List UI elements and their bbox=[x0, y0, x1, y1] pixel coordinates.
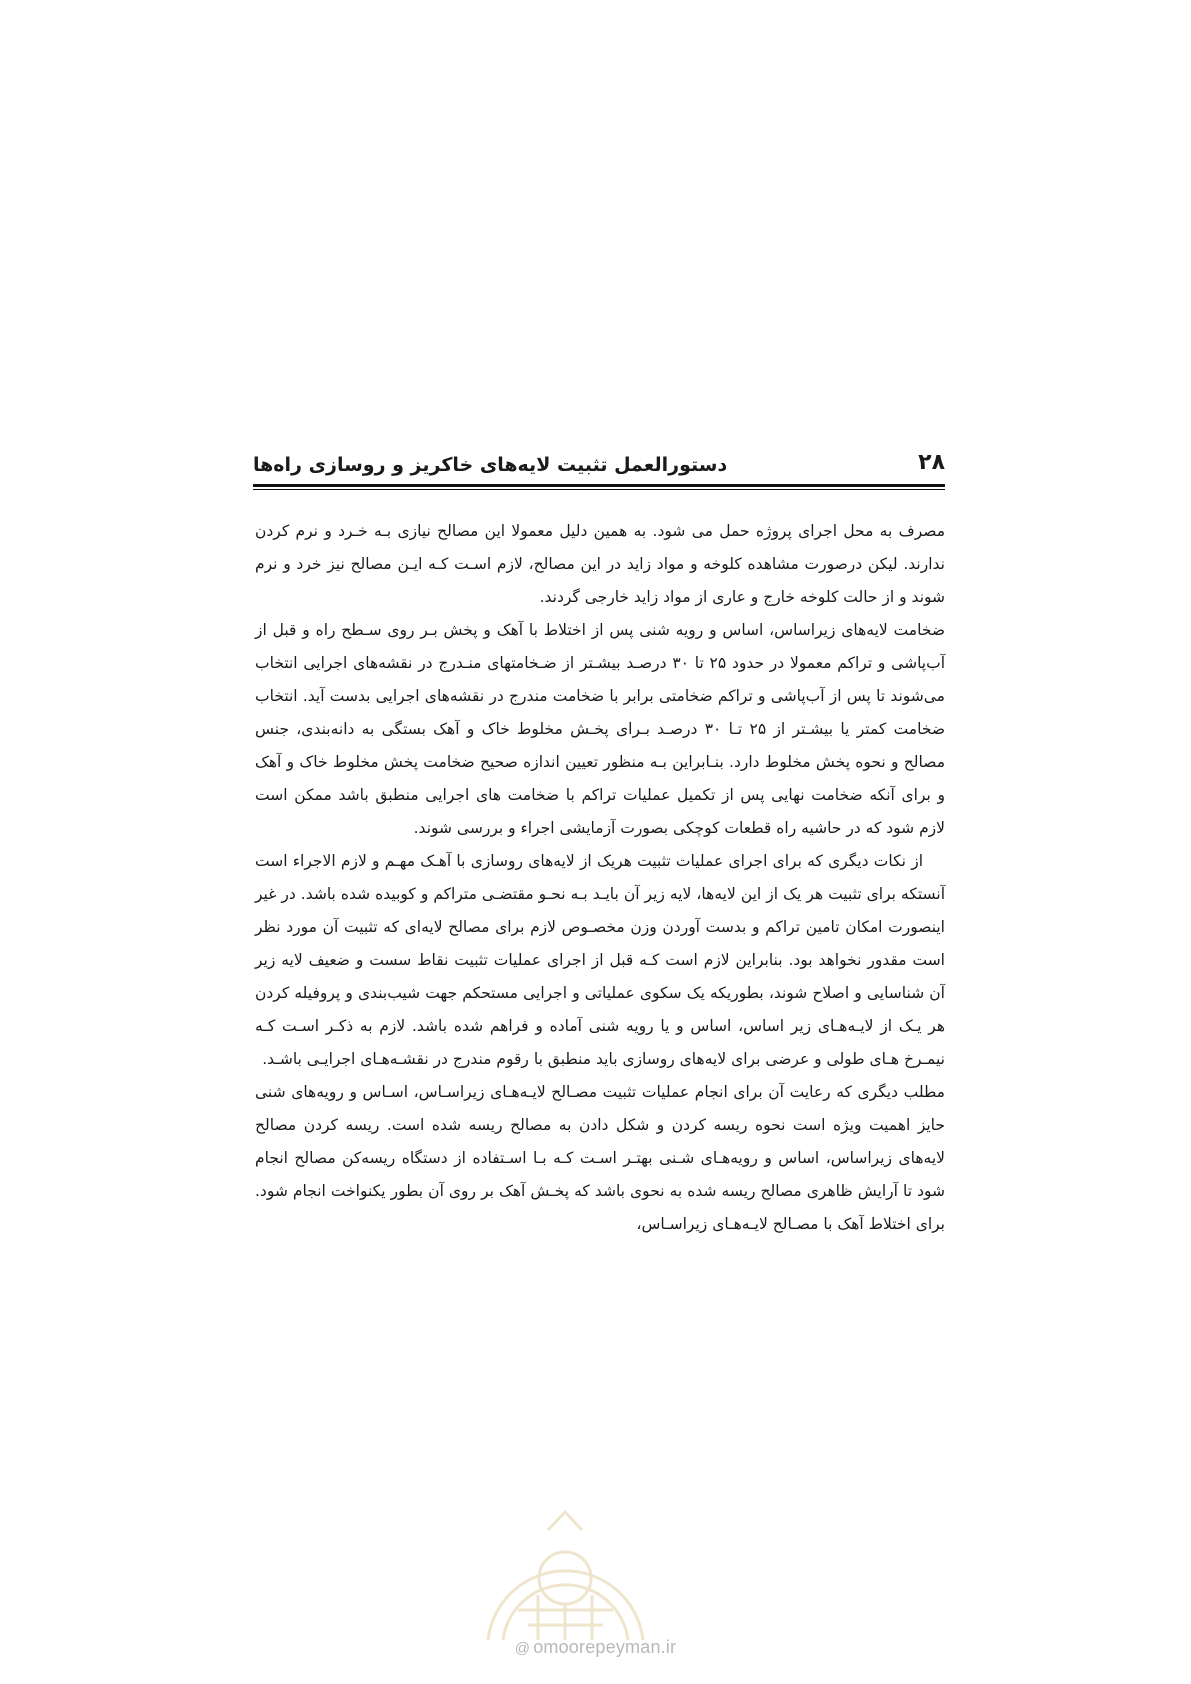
running-title: دستورالعمل تثبیت لایه‌های خاکریز و روسازی راه‌ها bbox=[253, 454, 728, 476]
header-rule-thick bbox=[253, 484, 945, 487]
paragraph-3: از نکات دیگری که برای اجرای عملیات تثبیت هریک از لایه‌های روسازی با آهـک مهـم و لازم الاجراء است آنستکه برای تثبیت هر یک از این لایه‌ها، لایه زیر آن بایـد بـه نحـو مقتضـی متراکم و کوبیده شده باشد. در غیر اینصورت امکان تامین تراکم و بدست آوردن وزن مخصـوص لازم برای مصالح لایه‌ای که تثبیت آن مورد نظر است مقدور نخواهد بود. بنابراین لازم است کـه قبل از اجرای عملیات تثبیت نقاط سست و ضعیف لایه زیر آن شناسایی و اصلاح شوند، بطوریکه یک سکوی عملیاتی و اجرایی مستحکم جهت شیب‌بندی و پروفیله کردن هر یـک از لایـه‌هـای زیر اساس، اساس و یا رویه شنی آماده و فراهم شده باشد. لازم به ذکـر اسـت کـه نیمـرخ هـای طولی و عرضی برای لایه‌های روسازی باید منطبق با رقوم مندرج در نقشـه‌هـای اجرایـی باشـد. bbox=[255, 852, 945, 1068]
paragraph-4: مطلب دیگری که رعایت آن برای انجام عملیات تثبیت مصـالح لایـه‌هـای زیراسـاس، اسـاس و رویه‌های شنی حایز اهمیت ویژه است نحوه ریسه کردن و شکل دادن به مصالح ریسه شده است. ریسه کردن مصالح لایه‌های زیراساس، اساس و رویه‌هـای شـنی بهتـر اسـت کـه بـا اسـتفاده از دستگاه ریسه‌کن مصالح انجام شود تا آرایش ظاهری مصالح ریسه شده به نحوی باشد که پخـش آهک بر روی آن بطور یکنواخت انجام شود. برای اختلاط آهک با مصـالح لایـه‌هـای زیراسـاس، bbox=[255, 1083, 945, 1233]
paragraph-2: ضخامت لایه‌های زیراساس، اساس و رویه شنی پس از اختلاط با آهک و پخش بـر روی سـطح راه و قبل از آب‌پاشی و تراکم معمولا در حدود ۲۵ تا ۳۰ درصـد بیشـتر از ضـخامتهای منـدرج در نقشه‌های اجرایی انتخاب می‌شوند تا پس از آب‌پاشی و تراکم ضخامتی برابر با ضخامت مندرج در نقشه‌های اجرایی بدست آید. انتخاب ضخامت کمتر یا بیشـتر از ۲۵ تـا ۳۰ درصـد بـرای پخـش مخلوط خاک و آهک بستگی به دانه‌بندی، جنس مصالح و نحوه پخش مخلوط دارد. بنـابراین بـه منظور تعیین اندازه صحیح ضخامت پخش مخلوط خاک و آهک و برای آنکه ضخامت نهایی پس از تکمیل عملیات تراکم با ضخامت های اجرایی منطبق باشد ممکن است لازم شود که در حاشیه راه قطعات کوچکی بصورت آزمایشی اجراء و بررسی شوند. bbox=[255, 621, 946, 837]
at-symbol-icon: @ bbox=[514, 1640, 531, 1657]
body-text bbox=[255, 515, 945, 1241]
paragraph-1: مصرف به محل اجرای پروژه حمل می شود. به همین دلیل معمولا این مصالح نیازی بـه خـرد و نرم کردن ندارند. لیکن درصورت مشاهده کلوخه و مواد زاید در این مصالح، لازم اسـت کـه ایـن مصالح نیز خرد و نرم شوند و از حالت کلوخه خارج و عاری از مواد زاید خارجی گردند. bbox=[255, 522, 945, 606]
credit-text: omoorepeyman.ir bbox=[533, 1637, 677, 1657]
watermark-seal-icon bbox=[478, 1500, 653, 1650]
page-number: ۲۸ bbox=[918, 450, 945, 475]
footer-credit bbox=[0, 1637, 1191, 1658]
page-header bbox=[253, 448, 945, 490]
header-rule-thin bbox=[253, 489, 945, 490]
